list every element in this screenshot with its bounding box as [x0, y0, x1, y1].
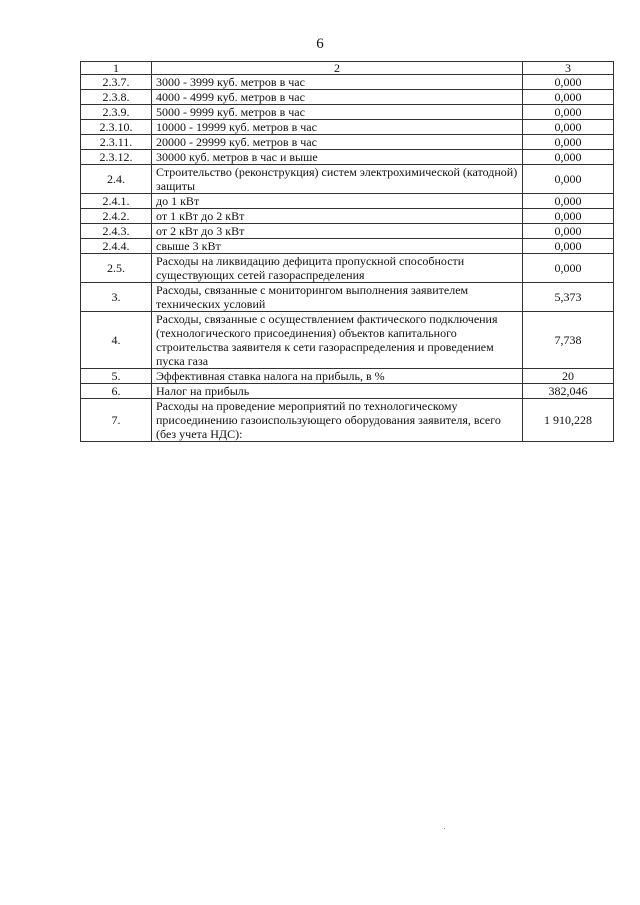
table-row [81, 384, 614, 399]
row-value: 0,000 [523, 150, 614, 165]
row-number: 2.4.4. [81, 239, 152, 254]
table-row [81, 399, 614, 442]
table-row [81, 120, 614, 135]
table-row [81, 150, 614, 165]
row-number: 2.3.8. [81, 90, 152, 105]
table-row [81, 254, 614, 283]
column-header-3: 3 [523, 62, 614, 75]
row-description: 20000 - 29999 куб. метров в час [152, 135, 523, 150]
row-description: Расходы, связанные с осуществлением фактического подключения (технологического присоединения) объектов капитального строительства заявителя к сети газораспределения и проведением пуска газа [152, 312, 523, 369]
row-description: Расходы на проведение мероприятий по технологическому присоединению газоиспользующего оборудования заявителя, всего (без учета НДС): [152, 399, 523, 442]
table-row [81, 90, 614, 105]
row-value: 0,000 [523, 90, 614, 105]
row-number: 7. [81, 399, 152, 442]
row-value: 0,000 [523, 75, 614, 90]
row-value: 0,000 [523, 224, 614, 239]
row-description: 4000 - 4999 куб. метров в час [152, 90, 523, 105]
row-value: 382,046 [523, 384, 614, 399]
page-number: 6 [316, 36, 324, 52]
table-row [81, 239, 614, 254]
row-number: 2.5. [81, 254, 152, 283]
row-number: 2.4.1. [81, 194, 152, 209]
table-row [81, 194, 614, 209]
table-row [81, 312, 614, 369]
row-number: 2.4.3. [81, 224, 152, 239]
row-description: 10000 - 19999 куб. метров в час [152, 120, 523, 135]
table-row [81, 135, 614, 150]
row-value: 0,000 [523, 209, 614, 224]
row-number: 3. [81, 283, 152, 312]
row-value: 0,000 [523, 254, 614, 283]
row-description: свыше 3 кВт [152, 239, 523, 254]
row-number: 2.4.2. [81, 209, 152, 224]
table-row [81, 283, 614, 312]
row-number: 2.3.11. [81, 135, 152, 150]
row-description: от 1 кВт до 2 кВт [152, 209, 523, 224]
row-description: 3000 - 3999 куб. метров в час [152, 75, 523, 90]
row-number: 2.3.7. [81, 75, 152, 90]
row-description: до 1 кВт [152, 194, 523, 209]
row-number: 5. [81, 369, 152, 384]
row-description: Налог на прибыль [152, 384, 523, 399]
row-value: 20 [523, 369, 614, 384]
row-description: Эффективная ставка налога на прибыль, в % [152, 369, 523, 384]
row-description: Строительство (реконструкция) систем электрохимической (катодной) защиты [152, 165, 523, 194]
row-value: 0,000 [523, 135, 614, 150]
row-description: 5000 - 9999 куб. метров в час [152, 105, 523, 120]
table-row [81, 369, 614, 384]
row-value: 0,000 [523, 120, 614, 135]
row-description: Расходы на ликвидацию дефицита пропускной способности существующих сетей газораспределения [152, 254, 523, 283]
table-row [81, 209, 614, 224]
row-description: от 2 кВт до 3 кВт [152, 224, 523, 239]
row-value: 7,738 [523, 312, 614, 369]
row-value: 0,000 [523, 105, 614, 120]
table-row [81, 105, 614, 120]
cost-table [80, 61, 614, 442]
table-row [81, 165, 614, 194]
row-value: 0,000 [523, 239, 614, 254]
row-number: 2.3.9. [81, 105, 152, 120]
row-value: 5,373 [523, 283, 614, 312]
row-number: 4. [81, 312, 152, 369]
scan-speck [444, 828, 445, 829]
row-description: Расходы, связанные с мониторингом выполнения заявителем технических условий [152, 283, 523, 312]
table-row [81, 224, 614, 239]
row-value: 0,000 [523, 165, 614, 194]
row-description: 30000 куб. метров в час и выше [152, 150, 523, 165]
column-header-1: 1 [81, 62, 152, 75]
column-header-2: 2 [152, 62, 523, 75]
row-number: 2.3.10. [81, 120, 152, 135]
row-value: 0,000 [523, 194, 614, 209]
table-row [81, 75, 614, 90]
row-number: 2.4. [81, 165, 152, 194]
row-number: 6. [81, 384, 152, 399]
row-number: 2.3.12. [81, 150, 152, 165]
table-header-row [81, 62, 614, 75]
row-value: 1 910,228 [523, 399, 614, 442]
